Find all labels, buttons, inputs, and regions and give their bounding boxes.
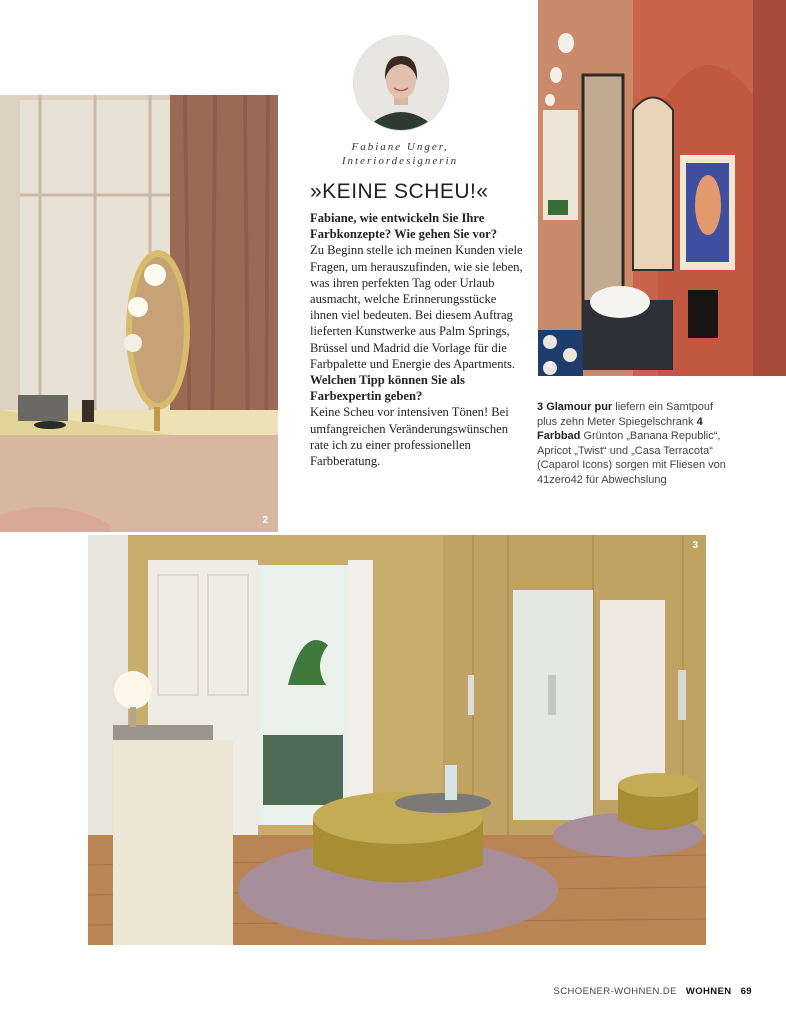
caption-text-3: liefern ein Samtpouf plus zehn Meter Spiegelschrank	[537, 401, 714, 428]
portrait-photo	[353, 35, 449, 131]
interview-text	[310, 210, 524, 469]
answer-2: Keine Scheu vor intensiven Tönen! Bei umfangreichen Veränderungswünschen rate ich zu einer professionellen Farbberatung.	[310, 405, 509, 469]
caption-number-3: 3	[537, 401, 544, 413]
question-2: Welchen Tipp können Sie als Farbexpertin geben?	[310, 373, 465, 404]
caption-number-4: 4	[696, 415, 703, 428]
page-footer	[554, 986, 752, 997]
photo-number-3: 3	[692, 540, 698, 551]
caption-text-4: Grünton „Banana Republic“, Apricot „Twist“ und „Casa Terracota“ (Caparol Icons) sorgen mit Fliesen von 41zero42 für Abwechslung	[537, 430, 726, 486]
footer-section: WOHNEN	[685, 986, 732, 997]
photo-caption	[537, 400, 727, 488]
question-1: Fabiane, wie entwickeln Sie Ihre Farbkonzepte? Wie gehen Sie vor?	[310, 211, 498, 242]
portrait-caption	[318, 140, 482, 168]
caption-title-4: Farbbad	[537, 430, 581, 443]
photo-number-2: 2	[262, 515, 268, 526]
portrait-role: Interiordesignerin	[341, 155, 459, 167]
portrait-name: Fabiane Unger,	[351, 141, 449, 153]
article-heading: »KEINE SCHEU!«	[310, 180, 489, 203]
answer-1: Zu Beginn stelle ich meinen Kunden viele Fragen, um herauszufinden, wie sie leben, was ihren perfekten Tag oder Urlaub ausmacht, welche Erinnerungsstücke ihnen viel bedeuten. Bei diesem Auftrag lieferten Kunstwerke aus Palm Springs, Brüssel und Madrid die Vorlage für die Farbpalette und Energie des Apartments.	[310, 243, 523, 371]
photo-bathroom	[538, 0, 786, 376]
page-number: 69	[740, 986, 752, 997]
photo-vanity	[0, 95, 278, 532]
caption-title-3: Glamour pur	[546, 401, 613, 413]
photo-number-4: 4	[547, 360, 553, 371]
footer-site: SCHOENER-WOHNEN.DE	[553, 986, 677, 997]
photo-dressing-room	[88, 535, 706, 945]
